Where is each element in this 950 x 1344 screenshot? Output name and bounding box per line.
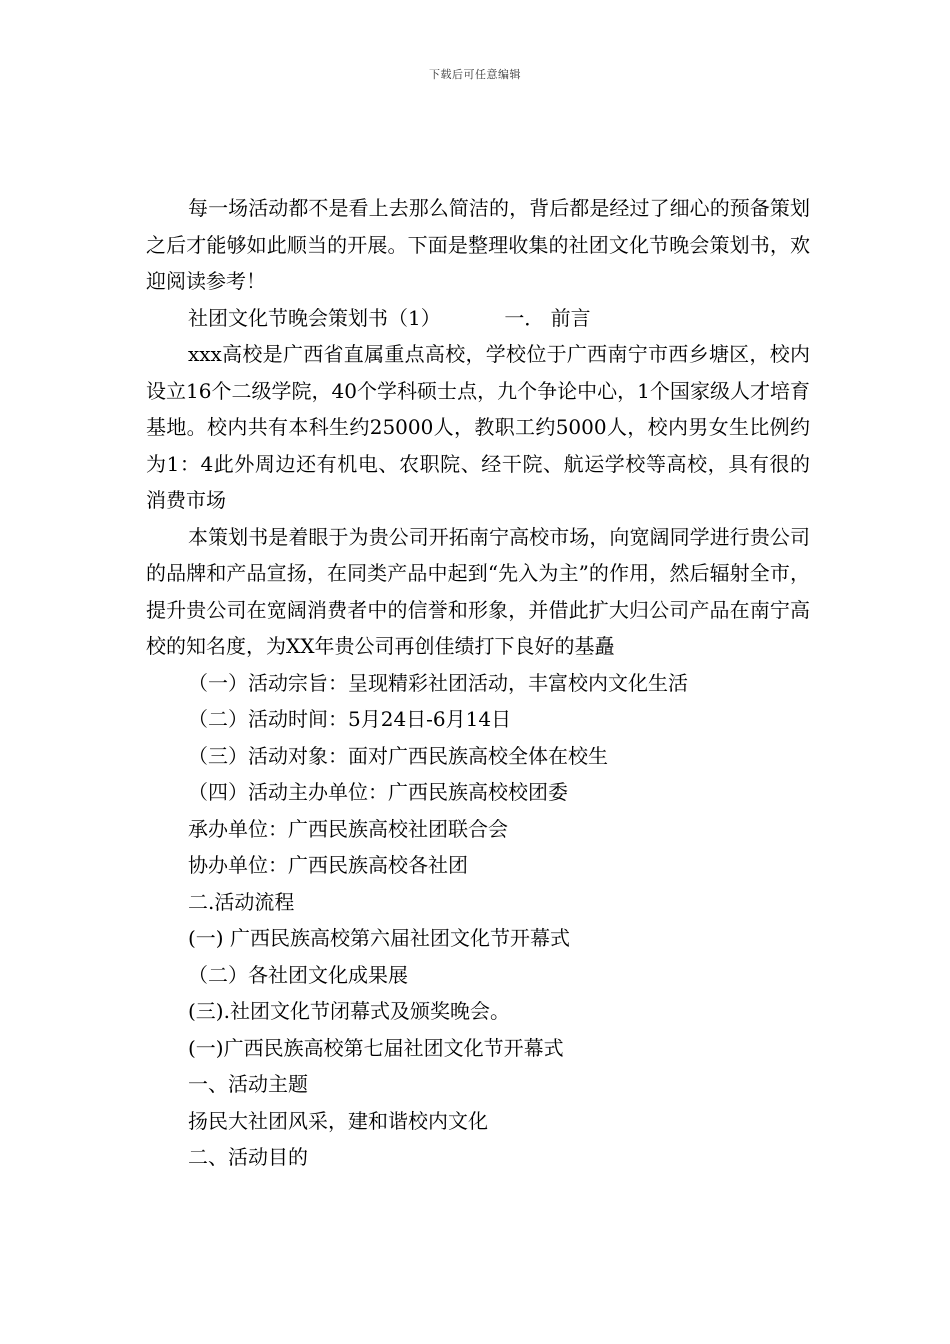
flow-item-opening: (一) 广西民族高校第六届社团文化节开幕式 (188, 926, 570, 950)
section-flow-heading: 二.活动流程 (188, 889, 295, 914)
theme-text: 扬民大社团风采，建和谐校内文化 (188, 1108, 488, 1133)
page-header-note: 下载后可任意编辑 (429, 68, 521, 81)
flow-item-seventh-opening: (一)广西民族高校第七届社团文化节开幕式 (188, 1035, 564, 1060)
theme-heading: 一、活动主题 (188, 1072, 308, 1096)
organizer-line: 承办单位：广西民族高校社团联合会 (188, 816, 508, 841)
co-organizer-line: 协办单位：广西民族高校各社团 (188, 853, 468, 877)
purpose-paragraph: 本策划书是着眼于为贵公司开拓南宁高校市场，向宽阔同学进行贵公司的品牌和产品宣扬，在同类产品中起到“先入为主”的作用，然后辐射全市，提升贵公司在宽阔消费者中的信誉和形象，并借此扩大归公司产品在南宁高校的知名度，为XX年贵公司再创佳绩打下良好的基矗 (146, 524, 810, 658)
list-item-purpose: （一）活动宗旨：呈现精彩社团活动，丰富校内文化生活 (188, 670, 688, 695)
intro-paragraph: 每一场活动都不是看上去那么简洁的，背后都是经过了细心的预备策划之后才能够如此顺当的开展。下面是整理收集的社团文化节晚会策划书，欢迎阅读参考！ (146, 196, 810, 293)
list-item-host: （四）活动主办单位：广西民族高校校团委 (188, 780, 568, 804)
flow-item-exhibition: （二）各社团文化成果展 (188, 962, 408, 987)
background-paragraph: xxx高校是广西省直属重点高校，学校位于广西南宁市西乡塘区，校内设立16个二级学院，40个学科硕士点，九个争论中心，1个国家级人才培育基地。校内共有本科生约25000人，教职工约5000人，校内男女生比例约为1：4此外周边还有机电、农职院、经干院、航运学校等高校，具有很的消费市场 (146, 342, 810, 512)
document-body (146, 190, 810, 1176)
goal-heading: 二、活动目的 (188, 1145, 308, 1169)
title-line (146, 300, 810, 337)
list-item-time: （二）活动时间：5月24日-6月14日 (188, 707, 512, 731)
flow-item-closing: (三).社团文化节闭幕式及颁奖晚会。 (188, 999, 510, 1023)
section-preface-heading: 一． 前言 (504, 305, 591, 330)
list-item-audience: （三）活动对象：面对广西民族高校全体在校生 (188, 743, 608, 768)
plan-title: 社团文化节晚会策划书（1） (188, 305, 441, 330)
